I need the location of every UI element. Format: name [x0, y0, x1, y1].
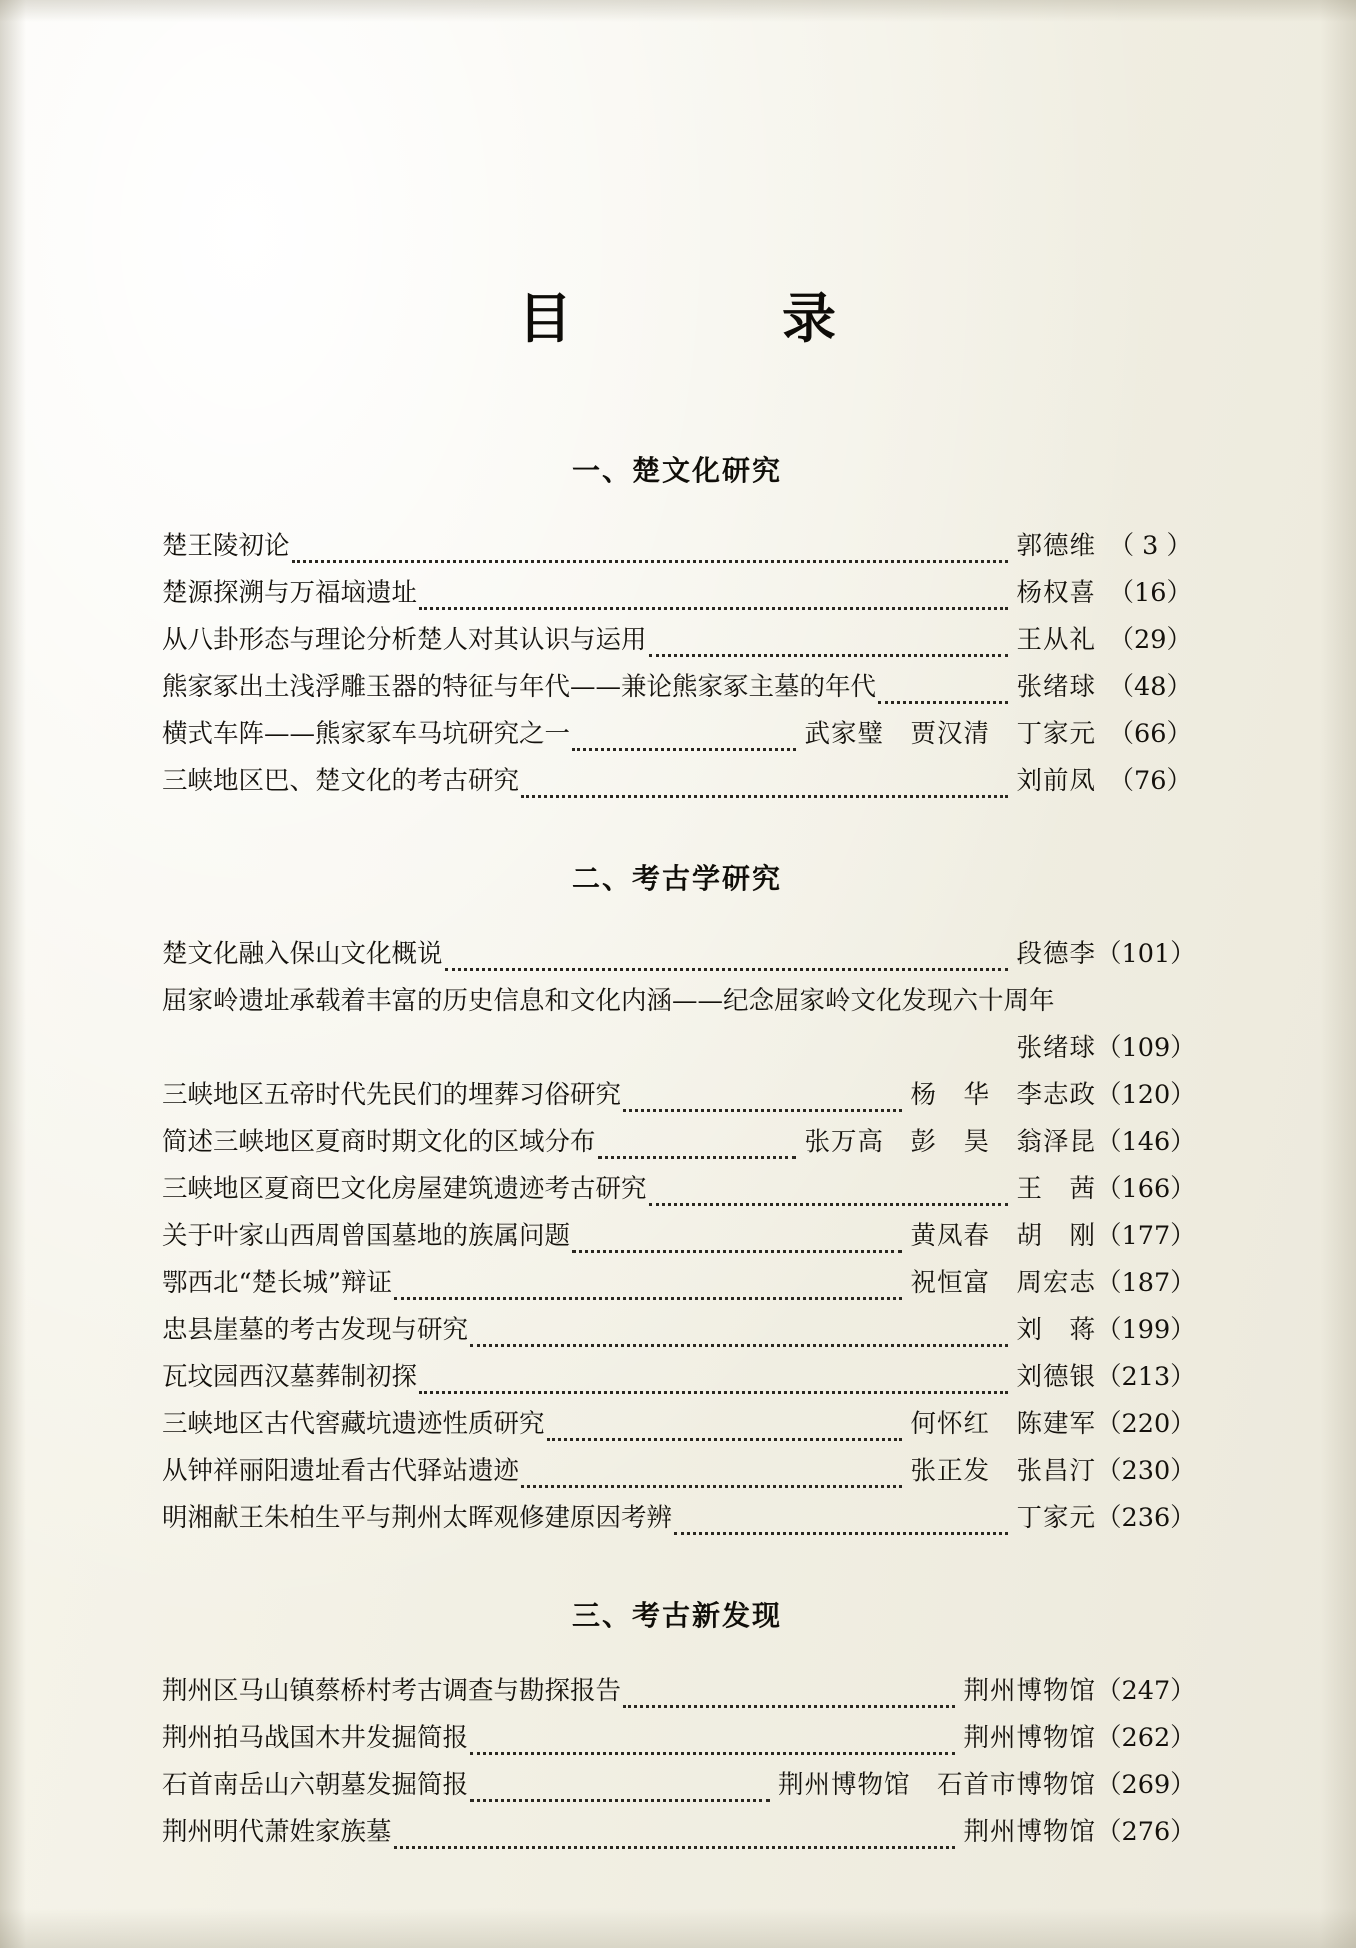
section-heading-2: 二、考古学研究: [571, 862, 782, 895]
toc-entry-authors: 杨 华 李志政: [910, 1080, 1096, 1110]
section-heading-1: 一、楚文化研究: [571, 454, 782, 487]
leader-dots: [547, 1437, 903, 1441]
toc-entry-title: 熊家冢出土浅浮雕玉器的特征与年代——兼论熊家冢主墓的年代: [162, 672, 877, 702]
toc-entry-title: 楚王陵初论: [162, 531, 290, 561]
leader-dots: [470, 1343, 1008, 1347]
section-heading-3: 三、考古新发现: [571, 1599, 782, 1632]
toc-entry-title: 简述三峡地区夏商时期文化的区域分布: [162, 1127, 596, 1157]
toc-entry[interactable]: [162, 758, 1192, 805]
toc-entry-authors: 荆州博物馆: [963, 1676, 1096, 1706]
toc-entry[interactable]: [162, 1668, 1196, 1715]
toc-entry[interactable]: [162, 617, 1192, 664]
toc-section-2: [112, 931, 1242, 1542]
leader-dots: [649, 653, 1009, 657]
toc-entry-title: 瓦坟园西汉墓葬制初探: [162, 1362, 418, 1392]
page-edge-shadow-right: [1320, 0, 1356, 1948]
toc-section-1: [112, 523, 1242, 805]
toc-entry-title: 楚文化融入保山文化概说: [162, 939, 443, 969]
toc-entry-authors: 荆州博物馆: [963, 1723, 1096, 1753]
toc-entry-title: 明湘献王朱柏生平与荆州太晖观修建原因考辨: [162, 1503, 673, 1533]
toc-entry[interactable]: [162, 1809, 1196, 1856]
table-of-contents: [112, 0, 1242, 1948]
toc-entry[interactable]: [162, 1495, 1196, 1542]
toc-entry-title: 三峡地区五帝时代先民们的埋葬习俗研究: [162, 1080, 622, 1110]
page-edge-shadow-left: [0, 0, 26, 1948]
toc-entry[interactable]: [162, 1213, 1196, 1260]
toc-entry-authors: 张正发 张昌汀: [910, 1456, 1096, 1486]
toc-entry-title: 从八卦形态与理论分析楚人对其认识与运用: [162, 625, 647, 655]
toc-entry-authors: 段德李: [1016, 939, 1096, 969]
toc-entry-page: （236）: [1096, 1503, 1196, 1533]
toc-entry-authors: 王从礼: [1016, 625, 1096, 655]
toc-entry-authors: 刘 蒋: [1016, 1315, 1096, 1345]
leader-dots: [521, 794, 1008, 798]
toc-entry-authors: 郭德维: [1016, 531, 1096, 561]
toc-entry-page: （ 3 ）: [1108, 531, 1192, 561]
leader-dots: [878, 700, 1008, 704]
toc-entry-authors: 荆州博物馆: [963, 1817, 1096, 1847]
leader-dots: [394, 1845, 956, 1849]
leader-dots: [623, 1704, 955, 1708]
toc-section-3: [112, 1668, 1242, 1856]
leader-dots: [292, 559, 1009, 563]
toc-entry-page: （247）: [1096, 1676, 1196, 1706]
toc-entry[interactable]: [162, 1354, 1196, 1401]
toc-entry[interactable]: [162, 1166, 1196, 1213]
toc-entry-authors: 武家璧 贾汉清 丁家元: [804, 719, 1096, 749]
toc-entry-title: 三峡地区巴、楚文化的考古研究: [162, 766, 520, 796]
toc-entry-page: （262）: [1096, 1723, 1196, 1753]
toc-entry-authors: 张万高 彭 昊 翁泽昆: [804, 1127, 1096, 1157]
leader-dots: [674, 1531, 1008, 1535]
toc-entry-page: （48）: [1108, 672, 1192, 702]
toc-entry-authors: 丁家元: [1016, 1503, 1096, 1533]
toc-entry-authors: 刘前凤: [1016, 766, 1096, 796]
toc-entry-authors: 杨权喜: [1016, 578, 1096, 608]
toc-entry[interactable]: [162, 1448, 1196, 1495]
toc-entry[interactable]: [162, 1307, 1196, 1354]
toc-entry-title: 楚源探溯与万福垴遗址: [162, 578, 418, 608]
leader-dots: [419, 606, 1008, 610]
toc-entry-page: （146）: [1096, 1127, 1196, 1157]
toc-entry-page: （199）: [1096, 1315, 1196, 1345]
toc-entry[interactable]: [162, 931, 1196, 978]
toc-entry-page: （269）: [1096, 1770, 1196, 1800]
leader-dots: [521, 1484, 902, 1488]
toc-entry-title: 从钟祥丽阳遗址看古代驿站遗迹: [162, 1456, 520, 1486]
leader-dots: [572, 1249, 902, 1253]
toc-entry[interactable]: [162, 1072, 1196, 1119]
toc-entry-title: 荆州区马山镇蔡桥村考古调查与勘探报告: [162, 1676, 622, 1706]
toc-entry-page: （76）: [1108, 766, 1192, 796]
toc-entry-title: 鄂西北“楚长城”辩证: [162, 1268, 393, 1298]
toc-entry-page: （230）: [1096, 1456, 1196, 1486]
toc-entry-continuation[interactable]: [162, 1025, 1196, 1072]
toc-entry-page: （177）: [1096, 1221, 1196, 1251]
toc-entry-page: （101）: [1096, 939, 1196, 969]
toc-entry-page: （187）: [1096, 1268, 1196, 1298]
toc-entry[interactable]: [162, 1762, 1196, 1809]
toc-entry-authors: 何怀红 陈建军: [910, 1409, 1096, 1439]
toc-entry-authors: 黄凤春 胡 刚: [910, 1221, 1096, 1251]
leader-dots: [419, 1390, 1008, 1394]
toc-entry-authors: 张绪球: [1016, 1033, 1096, 1063]
toc-entry-title: 石首南岳山六朝墓发掘简报: [162, 1770, 469, 1800]
toc-entry-title-line[interactable]: [162, 978, 1192, 1025]
toc-entry[interactable]: [162, 664, 1192, 711]
toc-entry-page: （220）: [1096, 1409, 1196, 1439]
toc-entry-authors: 荆州博物馆 石首市博物馆: [777, 1770, 1096, 1800]
leader-dots: [623, 1108, 902, 1112]
leader-dots: [598, 1155, 797, 1159]
toc-entry-page: （276）: [1096, 1817, 1196, 1847]
toc-entry-page: （29）: [1108, 625, 1192, 655]
leader-dots: [649, 1202, 1009, 1206]
toc-entry-authors: 王 茜: [1016, 1174, 1096, 1204]
toc-entry-page: （16）: [1108, 578, 1192, 608]
toc-entry-authors: 张绪球: [1016, 672, 1096, 702]
toc-entry-title: 三峡地区古代窖藏坑遗迹性质研究: [162, 1409, 545, 1439]
toc-entry-title: 横式车阵——熊家冢车马坑研究之一: [162, 719, 571, 749]
toc-entry-title: 三峡地区夏商巴文化房屋建筑遗迹考古研究: [162, 1174, 647, 1204]
toc-entry-authors: 刘德银: [1016, 1362, 1096, 1392]
toc-entry-page: （213）: [1096, 1362, 1196, 1392]
toc-entry-authors: 祝恒富 周宏志: [910, 1268, 1096, 1298]
toc-entry-title: 荆州拍马战国木井发掘简报: [162, 1723, 469, 1753]
toc-entry[interactable]: [162, 711, 1192, 758]
leader-dots: [470, 1751, 955, 1755]
toc-entry-page: （166）: [1096, 1174, 1196, 1204]
leader-dots: [445, 967, 1009, 971]
toc-entry-page: （66）: [1108, 719, 1192, 749]
toc-entry[interactable]: [162, 1260, 1196, 1307]
toc-entry[interactable]: [162, 523, 1192, 570]
toc-entry-title: 忠县崖墓的考古发现与研究: [162, 1315, 469, 1345]
toc-entry-page: （109）: [1096, 1033, 1196, 1063]
toc-entry-title: 屈家岭遗址承载着丰富的历史信息和文化内涵——纪念屈家岭文化发现六十周年: [162, 986, 1055, 1016]
toc-entry[interactable]: [162, 570, 1192, 617]
toc-entry[interactable]: [162, 1119, 1196, 1166]
leader-dots: [470, 1798, 770, 1802]
toc-entry[interactable]: [162, 1715, 1196, 1762]
toc-entry-page: （120）: [1096, 1080, 1196, 1110]
toc-entry[interactable]: [162, 1401, 1196, 1448]
page-title: 目 录: [518, 286, 870, 350]
toc-entry-title: 荆州明代萧姓家族墓: [162, 1817, 392, 1847]
leader-dots: [572, 747, 796, 751]
toc-entry-title: 关于叶家山西周曾国墓地的族属问题: [162, 1221, 571, 1251]
leader-dots: [394, 1296, 902, 1300]
